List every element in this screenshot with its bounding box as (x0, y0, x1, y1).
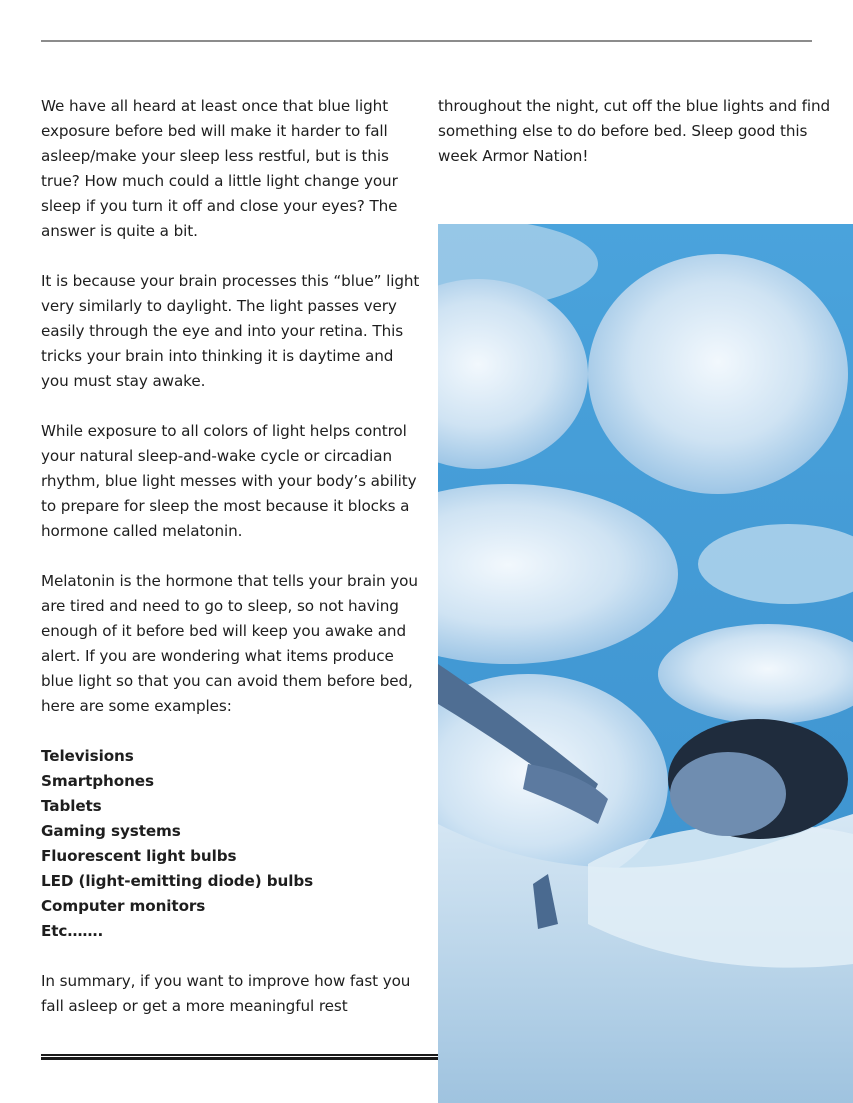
blue-light-sources-list (41, 744, 423, 944)
sleeping-in-clouds-photo (438, 224, 853, 1103)
list-item: Etc……. (41, 922, 104, 940)
list-item: Smartphones (41, 772, 154, 790)
photo-illustration (438, 224, 853, 1103)
summary-start: In summary, if you want to improve how fast you fall asleep or get a more meaningful rest (41, 972, 411, 1015)
right-column (438, 94, 838, 169)
list-item: LED (light-emitting diode) bulbs (41, 872, 314, 890)
paragraph-melatonin: Melatonin is the hormone that tells your brain you are tired and need to go to sleep, so not having enough of it before bed will keep you awake and alert. If you are wondering what items produce blue light so that you can avoid them before bed, here are some examples: (41, 572, 418, 715)
summary-end: throughout the night, cut off the blue lights and find something else to do before bed. Sleep good this week Armor Nation! (438, 97, 831, 165)
paragraph-melatonin-block: While exposure to all colors of light helps control your natural sleep-and-wake cycle or circadian rhythm, blue light messes with your body’s ability to prepare for sleep the most because it blocks a hormone called melatonin. (41, 422, 417, 540)
list-item: Tablets (41, 797, 102, 815)
cloud-shape (588, 254, 848, 494)
paragraph-intro: We have all heard at least once that blue light exposure before bed will make it harder to fall asleep/make your sleep less restful, but is this true? How much could a little light change your sleep if you turn it off and close your eyes? The answer is quite a bit. (41, 97, 398, 240)
list-item: Televisions (41, 747, 134, 765)
left-column (41, 94, 423, 1019)
list-item: Computer monitors (41, 897, 206, 915)
bottom-divider (41, 1054, 438, 1060)
paragraph-daylight: It is because your brain processes this “blue” light very similarly to daylight. The light passes very easily through the eye and into your retina. This tricks your brain into thinking it is daytime and you must stay awake. (41, 272, 420, 390)
list-item: Gaming systems (41, 822, 181, 840)
list-item: Fluorescent light bulbs (41, 847, 237, 865)
top-divider (41, 40, 812, 42)
